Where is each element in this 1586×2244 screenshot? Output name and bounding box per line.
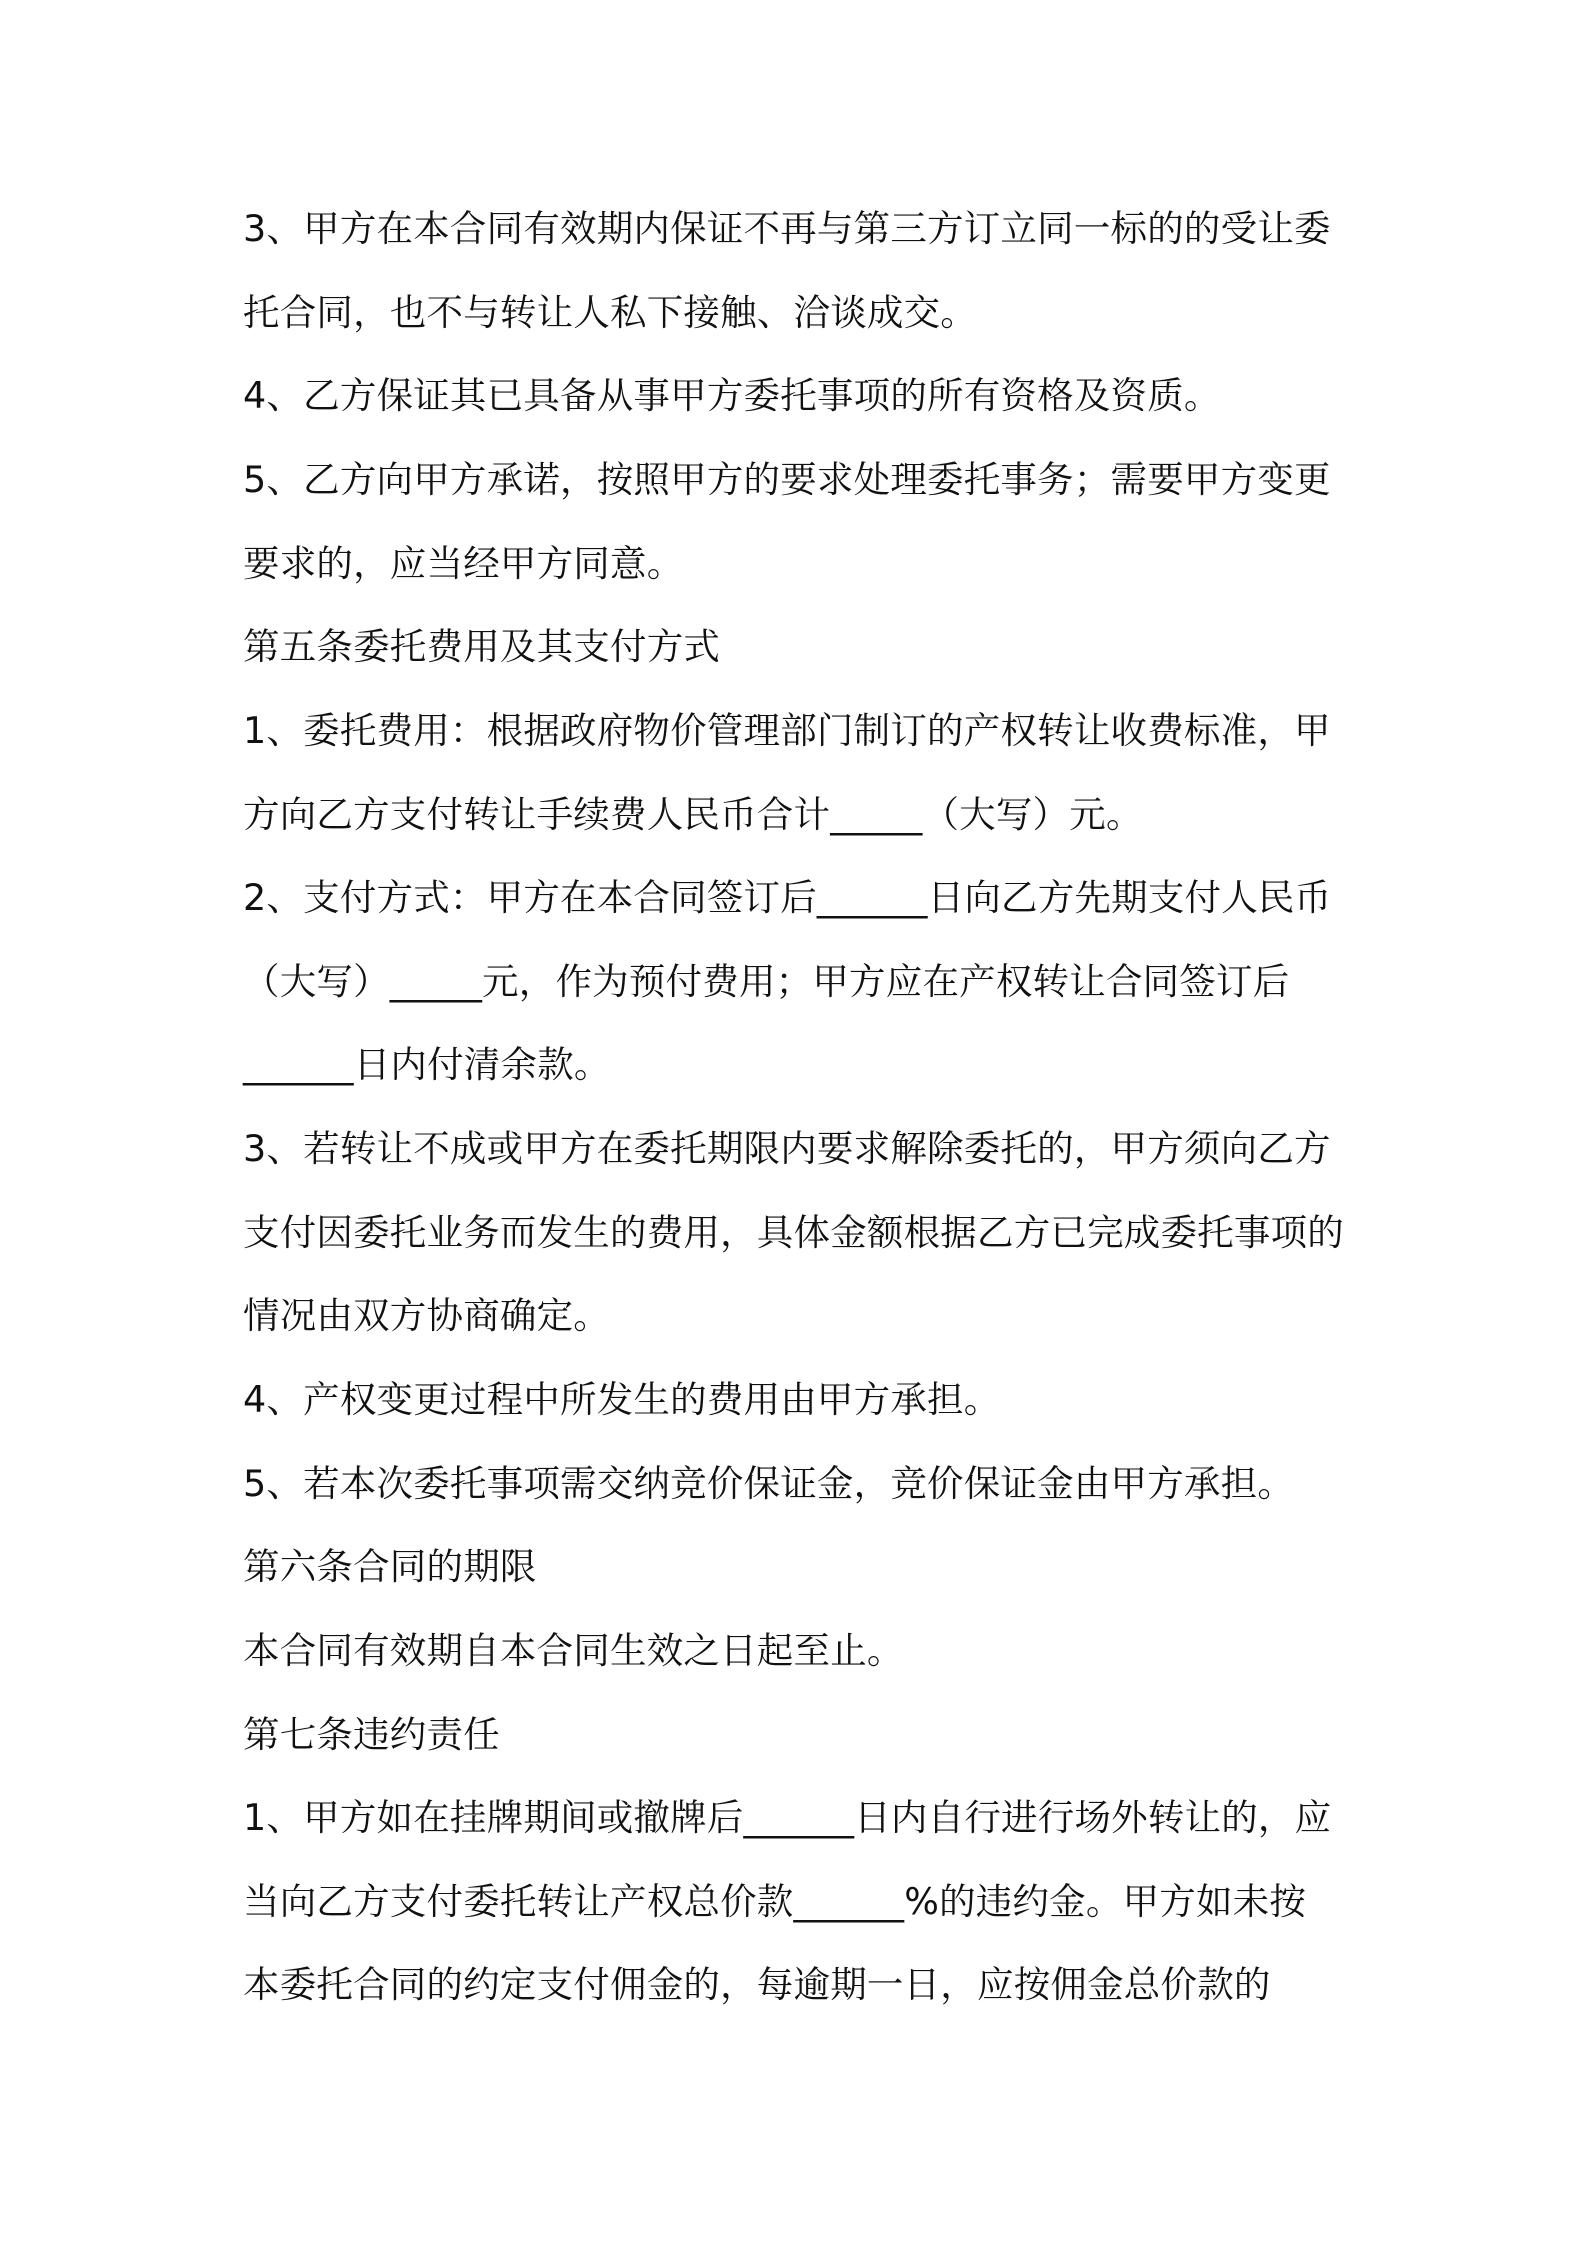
text-line: 情况由双方协商确定。 (243, 1294, 610, 1337)
section-heading: 第六条合同的期限 (243, 1545, 537, 1588)
text-line: 本委托合同的约定支付佣金的，每逾期一日，应按佣金总价款的 (243, 1963, 1271, 2006)
text-line: 4、乙方保证其已具备从事甲方委托事项的所有资格及资质。 (243, 374, 1221, 417)
text-line: ______日内付清余款。 (243, 1043, 611, 1086)
text-line: 支付因委托业务而发生的费用，具体金额根据乙方已完成委托事项的 (243, 1211, 1344, 1254)
text-line: 3、若转让不成或甲方在委托期限内要求解除委托的，甲方须向乙方 (243, 1127, 1331, 1170)
text-line: 3、甲方在本合同有效期内保证不再与第三方订立同一标的的受让委 (243, 207, 1331, 250)
text-line: 要求的，应当经甲方同意。 (243, 542, 684, 585)
section-heading: 第七条违约责任 (243, 1713, 500, 1756)
text-line: 方向乙方支付转让手续费人民币合计_____（大写）元。 (243, 793, 1143, 836)
text-line: 本合同有效期自本合同生效之日起至止。 (243, 1629, 904, 1672)
text-line: 当向乙方支付委托转让产权总价款______%的违约金。甲方如未按 (243, 1880, 1307, 1923)
text-line: 2、支付方式：甲方在本合同签订后______日向乙方先期支付人民币 (243, 876, 1332, 919)
section-heading: 第五条委托费用及其支付方式 (243, 625, 721, 668)
text-line: 1、委托费用：根据政府物价管理部门制订的产权转让收费标准，甲 (243, 709, 1331, 752)
text-line: 1、甲方如在挂牌期间或撤牌后______日内自行进行场外转让的，应 (243, 1796, 1332, 1839)
text-line: 4、产权变更过程中所发生的费用由甲方承担。 (243, 1378, 1001, 1421)
text-line: 托合同，也不与转让人私下接触、洽谈成交。 (243, 291, 977, 334)
text-line: 5、若本次委托事项需交纳竞价保证金，竞价保证金由甲方承担。 (243, 1462, 1295, 1505)
text-line: 5、乙方向甲方承诺，按照甲方的要求处理委托事务；需要甲方变更 (243, 458, 1331, 501)
text-line: （大写）_____元，作为预付费用；甲方应在产权转让合同签订后 (243, 960, 1290, 1003)
